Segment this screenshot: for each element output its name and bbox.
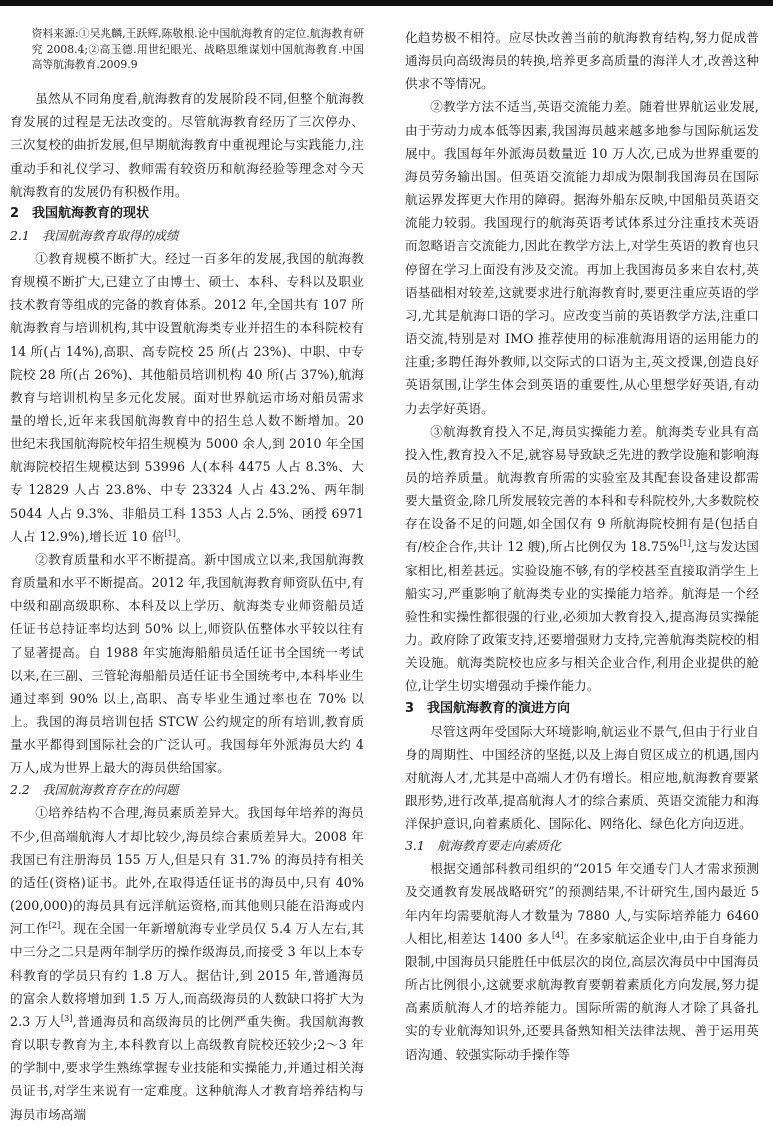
source-note-text: 资料来源:①吴兆麟,王跃辉,陈敬根.论中国航海教育的定位.航海教育研究 2008.4;②高玉德.用世纪眼光、战略思维谋划中国航海教育.中国高等航海教育.2009.9 xyxy=(31,27,364,72)
paragraph-text: ①教育规模不断扩大。经过一百多年的发展,我国的航海教育规模不断扩大,已建立了由博士、硕士、本科、专科以及职业技术教育等组成的完备的教育体系。2012 年,全国共有 107 所航海教育与培训机构,其中设置航海类专业并招生的本科院校有 14 所(占 14%),高职、高专院校 25 所(占 23%)、中职、中专院校 28 所(占 26%)、其他船员培训机构 40 所(占 37%),航海教育与培训机构呈多元化发展。面对世界航运市场对船员需求量的增长,近年来我国航海教育中的招生总人数不断增加。20 世纪末我国航海院校年招生规模为 5000 余人,到 2010 年全国航海院校招生规模达到 53996 人(本科 4475 人占 8.3%、大专 12829 人占 23.8%、中专 23324 人占 43.2%、两年制 5044 人占 9.3%、非船员工科 1353 人占 2.5%、函授 6971 人占 12.9%),增长近 10 倍 xyxy=(10,250,364,544)
citation-ref: [4] xyxy=(551,930,564,940)
paragraph-structure-continued: 化趋势极不相符。应尽快改善当前的航海教育结构,努力促成普通海员向高级海员的转换,培养更多高质量的海洋人才,改善这种供求不等情况。 xyxy=(405,30,759,92)
paragraph-text: 根据交通部科教司组织的“2015 年交通专门人才需求预测及交通教育发展战略研究”的预测结果,不计研究生,国内最近 5 年内年均需要航海人才数量为 7880 人,与实际培养能力 6460 人相比,相差达 1400 多人 xyxy=(405,861,759,946)
subsection-heading-2-2: 2.2 我国航海教育存在的问题 xyxy=(10,782,179,798)
paragraph-investment xyxy=(405,420,759,698)
paragraph-text: 。在多家航运企业中,由于自身能力限制,中国海员只能胜任中低层次的岗位,高层次海员中中国海员所占比例很小,这就要求航海教育要朝着素质化方向发展,努力提高素质航海人才的培养能力。国际所需的航海人才除了具备扎实的专业航海知识外,还要具备熟知相关法律法规、善于运用英语沟通、较强实际动手操作等 xyxy=(405,930,759,1062)
section-heading-2: 2 我国航海教育的现状 xyxy=(10,205,150,221)
citation-ref: [3] xyxy=(60,1013,73,1023)
paragraph-text: 。现在全国一年新增航海专业学员仅 5.4 万人左右,其中三分之二只是两年制学历的操作级海员,而接受 3 年以上本专科教育的学员只有约 1.8 万人。据估计,到 2015 年,普通海员的富余人数将增加到 1.5 万人,而高级海员的人数缺口将扩大为 2.3 万人 xyxy=(10,921,364,1029)
paragraph-structure-problem xyxy=(10,801,364,1125)
citation-ref: [1] xyxy=(679,539,691,549)
citation-ref: [1] xyxy=(164,528,176,538)
paragraph-text: ③航海教育投入不足,海员实操能力差。航海类专业具有高投入性,教育投入不足,就容易导致缺乏先进的教学设施和影响海员的培养质量。航海教育所需的实验室及其配套设备建设都需要大量资金,除几所发展较完善的本科和专科院校外,大多数院校存在设备不足的问题,如全国仅有 9 所航海院校拥有是(包括自有/校企合作,共计 12 艘),所占比例仅为 18.75% xyxy=(405,423,759,555)
paragraph-text-end: 。 xyxy=(175,528,189,544)
paragraph-text: ,这与发达国家相比,相差甚远。实验设施不够,有的学校甚至直接取消学生上船实习,严重影响了航海类专业的实操能力培养。航海是一个经验性和实操性都很强的行业,必须加大教育投入,提高海员实操能力。政府除了政策支持,还要增强财力支持,完善航海类院校的相关设施。航海类院校也应多与相关企业合作,利用企业提供的舱位,让学生切实增强动手操作能力。 xyxy=(405,539,759,694)
paragraph-scale-growth xyxy=(10,247,364,548)
subsection-heading-2-1: 2.1 我国航海教育取得的成绩 xyxy=(10,227,179,243)
paragraph-direction: 尽管这两年受国际大环境影响,航运业不景气,但由于行业自身的周期性、中国经济的坚挺,以及上海自贸区成立的机遇,国内对航海人才,尤其是中高端人才仍有增长。相应地,航海教育要紧跟形势,进行改革,提高航海人才的综合素质、英语交流能力和海洋保护意识,向着素质化、国际化、网络化、绿色化方向迈进。 xyxy=(405,723,759,832)
right-column xyxy=(405,26,759,1066)
paragraph-english-ability: ②教学方法不适当,英语交流能力差。随着世界航运业发展,由于劳动力成本低等因素,我国海员越来越多地参与国际航运发展中。我国每年外派海员数量近 10 万人次,已成为世界重要的海员劳务输出国。但英语交流能力却成为限制我国海员在国际航运界发挥更大作用的障碍。据海外船东反映,中国船员英语交流能力较弱。我国现行的航海英语考试体系过分注重技术英语而忽略语言交流能力,因此在教学方法上,对学生英语的教育也只停留在学习上面没有涉及交流。再加上我国海员多来自农村,英语基础相对较差,这就要求进行航海教育时,要更注重应英语的学习,尤其是航海口语的学习。应改变当前的英语教学方法,注重口语交流,特别是对 IMO 推荐使用的标准航海用语的运用能力的注重;多聘任海外教师,以交际式的口语为主,英文授课,创造良好英语氛围,让学生体会到英语的重要性,从心里想学好英语,有动力去学好英语。 xyxy=(405,99,759,416)
paragraph-text: ,普通海员和高级海员的比例严重失衡。我国航海教育以职专教育为主,本科教育以上高级教育院校还较少;2～3 年的学制中,要求学生熟练掌握专业技能和实操能力,并通过相关海员证书,对学生来说有一定难度。这种航海人才教育培养结构与海员市场高端 xyxy=(10,1013,364,1122)
paragraph-quality-improvement: ②教育质量和水平不断提高。新中国成立以来,我国航海教育质量和水平不断提高。2012 年,我国航海教育师资队伍中,有中级和副高级职称、本科及以上学历、航海类专业师资船员适任证书总持证率均达到 50% 以上,师资队伍整体水平较以往有了显著提高。自 1988 年实施海船船员适任证书全国统一考试以来,在三副、三管轮海船船员适任证书全国统考中,本科毕业生通过率到 90% 以上,高职、高专毕业生通过率也在 70% 以上。我国的海员培训包括 STCW 公约规定的所有培训,教育质量水平都得到国际社会的广泛认可。我国每年外派海员大约 4 万人,成为世界上最大的海员供给国家。 xyxy=(10,551,364,776)
citation-ref: [2] xyxy=(48,921,61,931)
subsection-heading-3-1: 3.1 航海教育要走向素质化 xyxy=(405,838,562,854)
paragraph-quality-orientation xyxy=(405,857,759,1065)
section-heading-3: 3 我国航海教育的演进方向 xyxy=(405,700,571,716)
source-note xyxy=(10,26,364,73)
paragraph-text: ①培养结构不合理,海员素质差异大。我国每年培养的海员不少,但高端航海人才却比较少,海员综合素质差异大。2008 年我国已有注册海员 155 万人,但是只有 31.7% 的海员持有相关的适任(资格)证书。此外,在取得适任证书的海员中,只有 40%(200,000)的海员具有远洋航运资格,而其他则只能在沿海或内河工作 xyxy=(10,805,364,937)
paragraph-history-summary: 虽然从不同角度看,航海教育的发展阶段不同,但整个航海教育发展的过程是无法改变的。尽管航海教育经历了三次停办、三次复校的曲折发展,但早期航海教育中重视理论与实践能力,注重动手和礼仪学习、教师需有较资历和航海经验等理念对今天航海教育的发展仍有积极作用。 xyxy=(10,91,364,199)
left-column xyxy=(10,26,364,1126)
page-top-border xyxy=(0,0,773,6)
